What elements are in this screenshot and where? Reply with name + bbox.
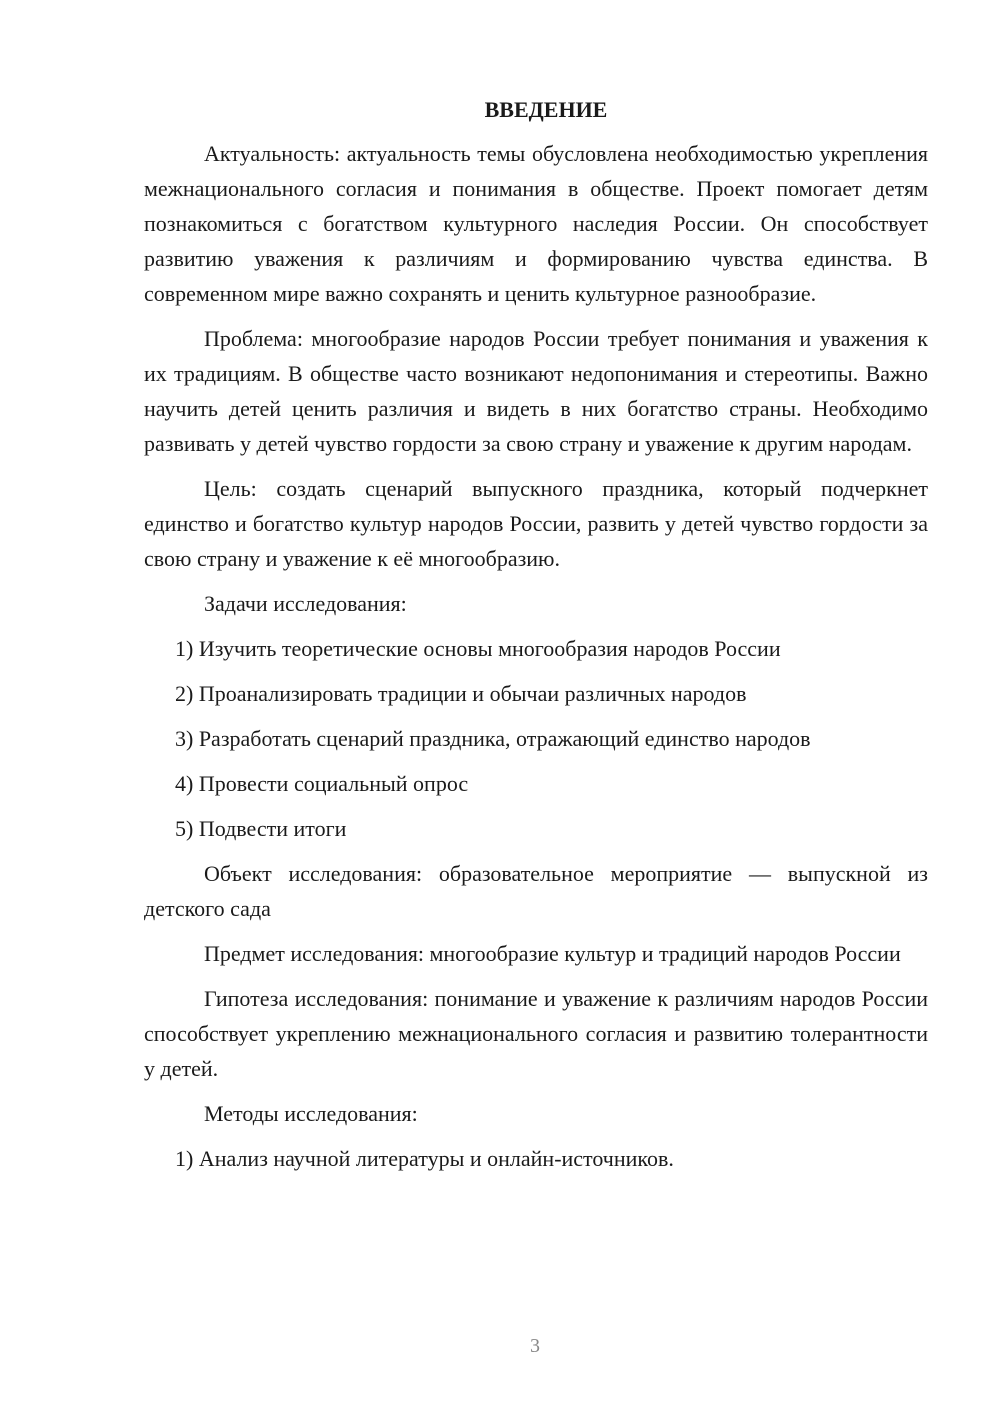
list-item: 5) Подвести итоги [175, 816, 347, 841]
methods-list [144, 1141, 928, 1176]
list-item: 2) Проанализировать традиции и обычаи различных народов [175, 681, 747, 706]
page-number: 3 [530, 1335, 540, 1357]
tasks-list [144, 631, 928, 846]
list-item: 1) Изучить теоретические основы многообразия народов России [175, 636, 781, 661]
page-content [144, 94, 928, 1186]
relevance-paragraph: Актуальность: актуальность темы обусловлена необходимостью укрепления межнационального согласия и понимания в обществе. Проект помогает детям познакомиться с богатством культурного наследия России. Он способствует развитию уважения к различиям и формированию чувства единства. В современном мире важно сохранять и ценить культурное разнообразие. [144, 141, 928, 306]
methods-heading: Методы исследования: [204, 1101, 418, 1126]
list-item: 3) Разработать сценарий праздника, отражающий единство народов [175, 726, 811, 751]
object-paragraph: Объект исследования: образовательное мероприятие — выпускной из детского сада [144, 861, 928, 921]
list-item: 1) Анализ научной литературы и онлайн-источников. [175, 1146, 674, 1171]
goal-paragraph: Цель: создать сценарий выпускного праздника, который подчеркнет единство и богатство культур народов России, развить у детей чувство гордости за свою страну и уважение к её многообразию. [144, 476, 928, 571]
page-title: ВВЕДЕНИЕ [484, 97, 608, 122]
subject-paragraph: Предмет исследования: многообразие культур и традиций народов России [204, 941, 901, 966]
problem-paragraph: Проблема: многообразие народов России требует понимания и уважения к их традициям. В обществе часто возникают недопонимания и стереотипы. Важно научить детей ценить различия и видеть в них богатство страны. Необходимо развивать у детей чувство гордости за свою страну и уважение к другим народам. [144, 326, 928, 456]
list-item: 4) Провести социальный опрос [175, 771, 469, 796]
hypothesis-paragraph: Гипотеза исследования: понимание и уважение к различиям народов России способствует укреплению межнационального согласия и развитию толерантности у детей. [144, 986, 928, 1081]
tasks-heading: Задачи исследования: [204, 591, 407, 616]
